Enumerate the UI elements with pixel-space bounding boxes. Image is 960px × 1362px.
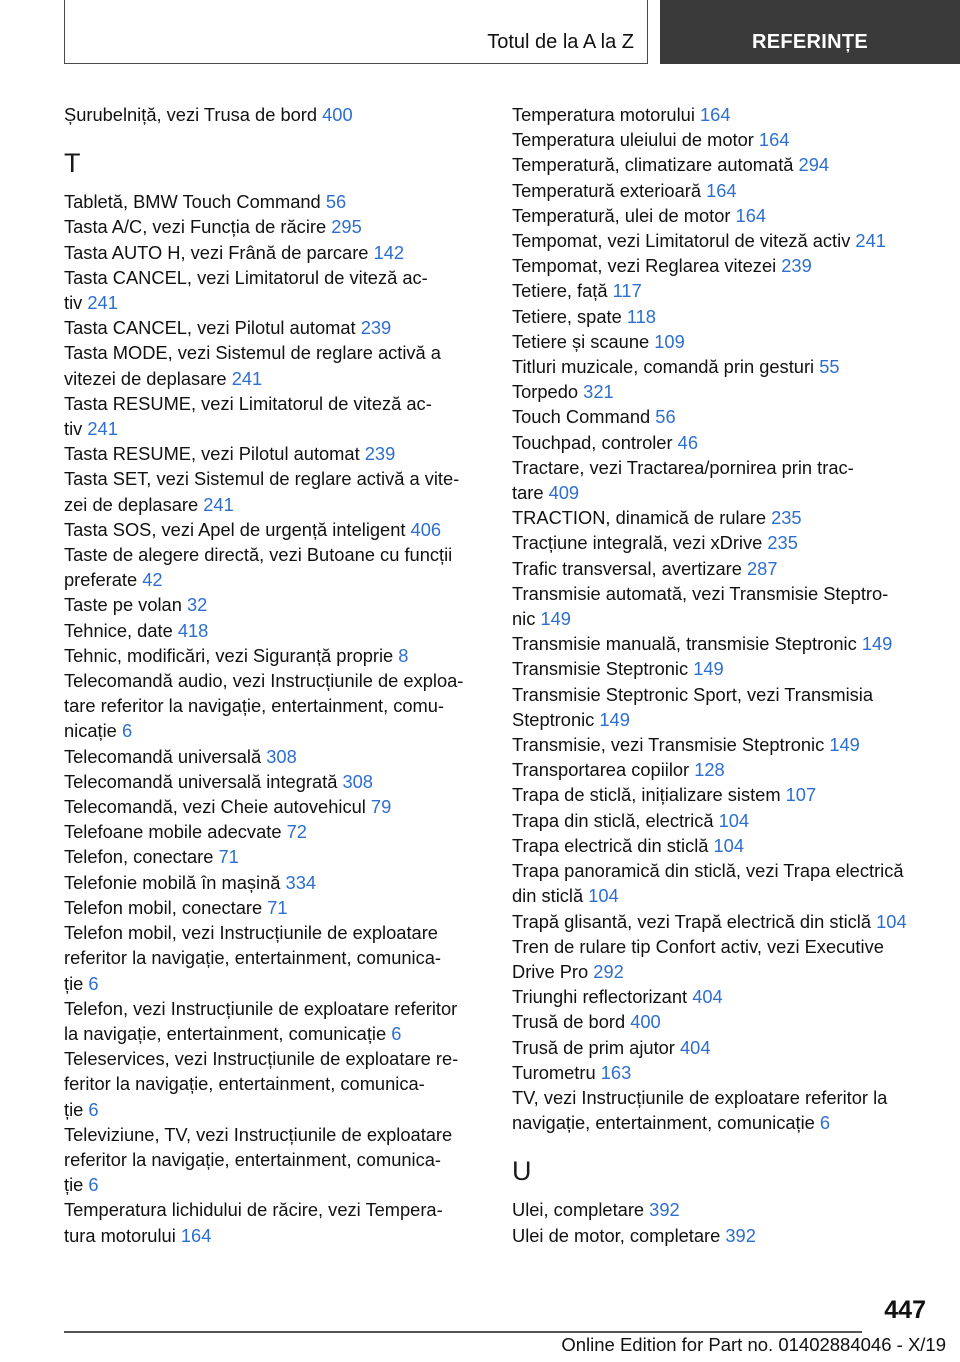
page-reference-link[interactable]: 308 (342, 770, 373, 792)
index-entry (512, 379, 932, 404)
page-reference-link[interactable]: 56 (655, 406, 676, 428)
index-entry-line: Trapa electrică din sticlă (512, 834, 714, 856)
index-entry-text (64, 592, 484, 617)
index-entry-line: Touchpad, controler (512, 431, 678, 453)
index-entry-text (512, 1060, 932, 1085)
index-entry (64, 769, 484, 794)
index-entry-text (512, 808, 932, 833)
index-entry (512, 228, 932, 253)
page-reference-link[interactable]: 128 (694, 759, 725, 781)
index-entry-line: tura motorului (64, 1224, 181, 1246)
index-entry-line: Temperatură exterioară (512, 179, 707, 201)
page-reference-link[interactable]: 46 (677, 431, 698, 453)
index-entry-text (64, 492, 484, 517)
page-reference-link[interactable]: 149 (599, 708, 630, 730)
index-entry (512, 178, 932, 203)
index-entry (64, 214, 484, 239)
page-reference-link[interactable]: 308 (266, 745, 297, 767)
index-entry-line: Taste pe volan (64, 594, 187, 616)
index-entry-line: tiv (64, 292, 88, 314)
index-entry-line: Telecomandă universală (64, 745, 267, 767)
page-reference-link[interactable]: 239 (781, 255, 812, 277)
index-entry-text (64, 416, 484, 441)
index-entry (64, 542, 484, 592)
index-entry-text (512, 757, 932, 782)
index-entry-line: Tetiere și scaune (512, 330, 655, 352)
index-entry-line: Turometru (512, 1061, 601, 1083)
index-entry (512, 278, 932, 303)
page-reference-link[interactable]: 149 (861, 633, 893, 655)
index-entry (512, 757, 932, 782)
index-entry-text (512, 354, 932, 379)
page-reference-link[interactable]: 107 (785, 784, 817, 806)
page-reference-link[interactable]: 6 (391, 1022, 402, 1044)
index-entry-line: Steptronic (512, 708, 600, 730)
index-entry-text (512, 707, 932, 732)
index-entry-text (512, 379, 932, 404)
index-entry-text: feritor la navigație, entertainment, comunica- (64, 1073, 425, 1095)
index-entry (512, 152, 932, 177)
index-entry-line: la navigație, entertainment, comunicație (64, 1022, 392, 1044)
index-entry-text (512, 833, 932, 858)
index-entry-text (512, 984, 932, 1009)
index-entry-text: Tasta SET, vezi Sistemul de reglare activă a vite- (64, 468, 460, 490)
index-entry-text (64, 290, 484, 315)
index-entry-line: Șurubelniță, vezi Trusa de bord (64, 104, 323, 125)
index-entry-text (64, 794, 484, 819)
index-entry (512, 404, 932, 429)
page-reference-link[interactable]: 6 (121, 720, 133, 742)
page-reference-link[interactable]: 164 (699, 104, 731, 125)
index-entry (64, 315, 484, 340)
index-entry-text: referitor la navigație, entertainment, comunica- (64, 947, 441, 969)
index-entry (512, 354, 932, 379)
index-entry-text (64, 769, 484, 794)
page-reference-link[interactable]: 321 (583, 381, 614, 403)
footer-divider (64, 1331, 862, 1333)
index-entry-line: navigație, entertainment, comunicație (512, 1112, 820, 1134)
index-entry (64, 592, 484, 617)
index-entry (512, 631, 932, 656)
index-entry-line: Tempomat, vezi Limitatorul de viteză activ (512, 230, 856, 252)
index-entry-text (64, 744, 484, 769)
index-entry (64, 794, 484, 819)
index-entry-line: Temperatură, climatizare automată (512, 154, 799, 176)
page-reference-link[interactable]: 6 (819, 1112, 831, 1134)
index-entry-text: Teleservices, vezi Instrucțiunile de exploatare re- (64, 1048, 459, 1070)
index-entry-text (512, 505, 932, 530)
index-entry-text (512, 329, 932, 354)
index-entry-text (512, 304, 932, 329)
index-entry-text: Temperatura lichidului de răcire, vezi Tempera- (64, 1199, 443, 1221)
index-entry-text (64, 1097, 484, 1122)
page-reference-link[interactable]: 164 (758, 129, 790, 151)
index-entry (512, 1197, 932, 1222)
index-entry-line: Transmisie, vezi Transmisie Steptronic (512, 734, 830, 756)
page-reference-link[interactable]: 418 (177, 619, 209, 641)
index-entry-line: preferate (64, 569, 143, 591)
index-entry (512, 530, 932, 555)
index-entry (512, 505, 932, 530)
index-entry (64, 668, 484, 744)
index-entry-text (512, 631, 932, 656)
index-entry-text (512, 1009, 932, 1034)
page-reference-link[interactable]: 392 (649, 1199, 680, 1221)
page-reference-link[interactable]: 392 (725, 1224, 756, 1246)
index-entry-line: din sticlă (512, 885, 589, 907)
index-entry-text: Transmisie Steptronic Sport, vezi Transmisia (512, 683, 874, 705)
index-entry-line: Tasta CANCEL, vezi Pilotul automat (64, 317, 361, 339)
index-entry-line: ție (64, 1174, 89, 1196)
index-entry (512, 984, 932, 1009)
index-column-left (64, 102, 484, 1248)
index-entry-line: Drive Pro (512, 960, 594, 982)
index-entry-text: Tractare, vezi Tractarea/pornirea prin trac- (512, 456, 854, 478)
index-entry (64, 895, 484, 920)
index-entry-text (512, 102, 932, 127)
page-reference-link[interactable]: 239 (360, 317, 392, 339)
index-entry-line: Trusă de prim ajutor (512, 1036, 680, 1058)
index-entry (512, 556, 932, 581)
index-entry-text (64, 819, 484, 844)
index-entry (64, 517, 484, 542)
index-entry-line: Tasta AUTO H, vezi Frână de parcare (64, 241, 374, 263)
index-entry-text (64, 189, 484, 214)
index-entry-line: Tasta SOS, vezi Apel de urgență inteligent (64, 518, 411, 540)
index-entry (64, 189, 484, 214)
index-entry-text (64, 643, 484, 668)
index-entry-text: Taste de alegere directă, vezi Butoane cu funcții (64, 544, 453, 566)
index-entry-text: Tasta CANCEL, vezi Limitatorul de viteză ac- (64, 266, 428, 288)
index-entry (64, 844, 484, 869)
index-entry (512, 1009, 932, 1034)
index-entry-text (512, 556, 932, 581)
index-entry-text: Transmisie automată, vezi Transmisie Steptro- (512, 582, 889, 604)
page-reference-link[interactable]: 104 (718, 809, 750, 831)
index-entry-text (512, 1110, 932, 1135)
index-entry (64, 265, 484, 315)
page-reference-link[interactable]: 235 (771, 507, 802, 529)
page-reference-link[interactable]: 409 (548, 482, 580, 504)
index-entry (64, 870, 484, 895)
index-entry-line: zei de deplasare (64, 493, 204, 515)
index-entry-text (512, 883, 932, 908)
index-entry-text (512, 430, 932, 455)
page-reference-link[interactable]: 334 (285, 871, 317, 893)
index-entry-line: Telefon mobil, conectare (64, 896, 268, 918)
index-entry-text (512, 959, 932, 984)
page-reference-link[interactable]: 241 (87, 418, 118, 440)
index-entry-line: Tabletă, BMW Touch Command (64, 191, 326, 213)
index-entry-text: Telefon, vezi Instrucțiunile de exploatare referitor (64, 997, 458, 1019)
index-entry-line: Temperatura motorului (512, 104, 700, 125)
index-entry (64, 920, 484, 996)
index-entry (512, 127, 932, 152)
page-reference-link[interactable]: 163 (600, 1061, 632, 1083)
index-entry (512, 1223, 932, 1248)
index-entry (64, 744, 484, 769)
index-entry-line: nicație (64, 720, 122, 742)
page-reference-link[interactable]: 241 (231, 367, 263, 389)
index-entry-line: vitezei de deplasare (64, 367, 232, 389)
page-reference-link[interactable]: 294 (798, 154, 830, 176)
page-reference-link[interactable]: 241 (855, 230, 886, 252)
page-reference-link[interactable]: 241 (87, 292, 118, 314)
page-reference-link[interactable]: 104 (713, 834, 745, 856)
index-entry-line: Telefoane mobile adecvate (64, 821, 287, 843)
index-entry-text (64, 1172, 484, 1197)
header-tab-references[interactable]: REFERINȚE (660, 0, 960, 64)
index-entry (64, 819, 484, 844)
index-entry-line: Trapa de sticlă, inițializare sistem (512, 784, 786, 806)
index-entry-line: Trafic transversal, avertizare (512, 557, 748, 579)
index-entry-text: Telecomandă audio, vezi Instrucțiunile de exploa- (64, 670, 464, 692)
page-reference-link[interactable]: 292 (593, 960, 624, 982)
page-reference-link[interactable]: 6 (88, 1174, 99, 1196)
index-entry (64, 466, 484, 516)
index-entry-text (512, 1035, 932, 1060)
page-reference-link[interactable]: 79 (370, 796, 392, 818)
page-reference-link[interactable]: 149 (540, 608, 571, 630)
index-entry (512, 1035, 932, 1060)
page-reference-link[interactable]: 42 (142, 569, 163, 591)
index-entry-line: Triunghi reflectorizant (512, 986, 693, 1008)
index-entry-text: Tasta RESUME, vezi Limitatorul de viteză ac- (64, 392, 432, 414)
page-reference-link[interactable]: 71 (218, 846, 239, 868)
index-entry-line: Telecomandă, vezi Cheie autovehicul (64, 796, 371, 818)
index-letter-heading: U (512, 1156, 532, 1187)
index-entry-text (64, 214, 484, 239)
index-entry-text (512, 253, 932, 278)
index-entry (512, 455, 932, 505)
index-entry-line: Torpedo (512, 381, 584, 403)
index-entry-text: Trapa panoramică din sticlă, vezi Trapa electrică (512, 860, 904, 882)
page-reference-link[interactable]: 404 (679, 1036, 711, 1058)
index-entry-text (64, 441, 484, 466)
page-reference-link[interactable]: 71 (267, 896, 288, 918)
index-entry (64, 391, 484, 441)
index-entry (64, 102, 484, 127)
page-reference-link[interactable]: 400 (630, 1011, 661, 1033)
index-entry (64, 996, 484, 1046)
index-entry-line: Tetiere, față (512, 280, 613, 302)
page-reference-link[interactable]: 32 (186, 594, 208, 616)
page-reference-link[interactable]: 104 (588, 885, 619, 907)
page-reference-link[interactable]: 164 (706, 179, 737, 201)
page-reference-link[interactable]: 6 (88, 972, 99, 994)
page-reference-link[interactable]: 164 (180, 1224, 212, 1246)
index-entry-line: nic (512, 608, 541, 630)
index-entry-line: Transmisie Steptronic (512, 658, 694, 680)
index-entry-text (512, 656, 932, 681)
index-entry-text (64, 240, 484, 265)
index-entry-text (64, 870, 484, 895)
index-entry-line: Ulei de motor, completare (512, 1224, 726, 1246)
index-entry-line: Tasta RESUME, vezi Pilotul automat (64, 443, 365, 465)
page-reference-link[interactable]: 109 (654, 330, 685, 352)
index-entry-line: Telefon, conectare (64, 846, 219, 868)
page-reference-link[interactable]: 56 (325, 191, 347, 213)
index-entry-line: Trapă glisantă, vezi Trapă electrică din sticlă (512, 910, 877, 932)
index-entry (64, 340, 484, 390)
index-entry-line: TRACTION, dinamică de rulare (512, 507, 772, 529)
index-entry-text: TV, vezi Instrucțiunile de exploatare referitor la (512, 1086, 888, 1108)
page-reference-link[interactable]: 404 (692, 986, 723, 1008)
index-entry-line: Transportarea copiilor (512, 759, 695, 781)
page-reference-link[interactable]: 164 (735, 204, 767, 226)
page-reference-link[interactable]: 118 (626, 305, 656, 327)
footer-edition-text: Online Edition for Part no. 01402884046 - X/19 (561, 1334, 946, 1355)
index-entry (64, 618, 484, 643)
index-entry-text (64, 618, 484, 643)
index-entry-text: Telefon mobil, vezi Instrucțiunile de exploatare (64, 922, 438, 944)
index-entry-text (64, 366, 484, 391)
page-reference-link[interactable]: 8 (398, 644, 409, 666)
index-entry-text (512, 530, 932, 555)
index-entry-text (512, 152, 932, 177)
index-entry-text (512, 782, 932, 807)
index-entry-line: Tasta A/C, vezi Funcția de răcire (64, 216, 332, 238)
index-entry (64, 441, 484, 466)
index-entry-text (64, 718, 484, 743)
index-entry (512, 1060, 932, 1085)
index-entry (512, 304, 932, 329)
index-entry-text: referitor la navigație, entertainment, comunica- (64, 1148, 441, 1170)
index-entry (512, 808, 932, 833)
index-entry-text: tare referitor la navigație, entertainment, comu- (64, 695, 445, 717)
index-column-right (512, 102, 932, 1248)
index-entry-line: Tehnice, date (64, 619, 178, 641)
index-entry-line: Ulei, completare (512, 1199, 650, 1221)
index-entry-text (64, 1021, 484, 1046)
header-section-title: Totul de la A la Z (487, 31, 634, 53)
index-entry-line: Telecomandă universală integrată (64, 770, 343, 792)
index-entry-text (512, 480, 932, 505)
index-entry-line: Trapa din sticlă, electrică (512, 809, 719, 831)
page-reference-link[interactable]: 6 (88, 1098, 99, 1120)
index-entry-text (64, 517, 484, 542)
index-entry (64, 1122, 484, 1198)
index-entry-text (512, 404, 932, 429)
index-entry-line: tiv (64, 418, 88, 440)
index-entry-text (64, 971, 484, 996)
index-entry-text (512, 178, 932, 203)
index-entry (512, 732, 932, 757)
page-reference-link[interactable]: 239 (364, 443, 396, 465)
index-entry-line: Temperatură, ulei de motor (512, 204, 736, 226)
index-entry-line: Temperatura uleiului de motor (512, 129, 759, 151)
index-entry (64, 1046, 484, 1122)
index-entry (512, 430, 932, 455)
index-entry-text: Tren de rulare tip Confort activ, vezi Executive (512, 935, 884, 957)
index-entry-line: Tracțiune integrală, vezi xDrive (512, 532, 768, 554)
index-entry-text (64, 567, 484, 592)
page-reference-link[interactable]: 104 (876, 910, 907, 932)
index-entry-line: Transmisie manuală, transmisie Steptronic (512, 633, 862, 655)
index-entry (512, 329, 932, 354)
index-entry (512, 1085, 932, 1135)
page-reference-link[interactable]: 287 (747, 557, 778, 579)
index-entry-text (64, 844, 484, 869)
page-reference-link[interactable]: 406 (410, 518, 442, 540)
index-entry-text: Televiziune, TV, vezi Instrucțiunile de exploatare (64, 1123, 453, 1145)
index-entry (512, 203, 932, 228)
index-entry-line: Touch Command (512, 406, 656, 428)
index-entry (512, 909, 932, 934)
page-reference-link[interactable]: 235 (767, 532, 798, 554)
page-reference-link[interactable]: 55 (819, 356, 840, 378)
index-entry (512, 934, 932, 984)
page-reference-link[interactable]: 117 (612, 280, 642, 302)
page-reference-link[interactable]: 142 (373, 241, 405, 263)
index-entry (512, 833, 932, 858)
index-entry (512, 682, 932, 732)
page-reference-link[interactable]: 149 (693, 658, 724, 680)
index-entry-text (512, 228, 932, 253)
page-reference-link[interactable]: 72 (286, 821, 307, 843)
index-entry-line: Trusă de bord (512, 1011, 631, 1033)
index-entry-text: Tasta MODE, vezi Sistemul de reglare activă a (64, 342, 441, 364)
index-letter-heading: T (64, 148, 81, 179)
index-entry-text (512, 203, 932, 228)
index-entry-text (512, 606, 932, 631)
page-reference-link[interactable]: 400 (322, 104, 353, 125)
index-entry-line: Titluri muzicale, comandă prin gesturi (512, 356, 820, 378)
index-entry-text (64, 895, 484, 920)
page-reference-link[interactable]: 241 (203, 493, 234, 515)
index-entry-text (512, 732, 932, 757)
index-entry-line: ție (64, 1098, 89, 1120)
index-entry (64, 643, 484, 668)
index-entry-text (512, 127, 932, 152)
index-entry (512, 782, 932, 807)
index-entry-text (512, 1197, 932, 1222)
index-entry-line: ție (64, 972, 89, 994)
index-entry (64, 1197, 484, 1247)
index-entry-text (512, 278, 932, 303)
index-entry (64, 240, 484, 265)
index-entry (512, 656, 932, 681)
index-entry-text (64, 102, 484, 127)
index-entry-text (64, 315, 484, 340)
index-entry-line: Tehnic, modificări, vezi Siguranță proprie (64, 644, 399, 666)
index-entry-line: Telefonie mobilă în mașină (64, 871, 286, 893)
index-entry-line: Tetiere, spate (512, 305, 627, 327)
index-entry (512, 253, 932, 278)
index-entry-line: Tempomat, vezi Reglarea vitezei (512, 255, 782, 277)
index-entry-line: tare (512, 482, 549, 504)
page-reference-link[interactable]: 149 (829, 734, 860, 756)
index-entry-text (64, 1223, 484, 1248)
page-number: 447 (884, 1296, 926, 1324)
index-entry (512, 858, 932, 908)
index-entry (512, 581, 932, 631)
page-reference-link[interactable]: 295 (331, 216, 362, 238)
index-entry-text (512, 1223, 932, 1248)
index-entry (512, 102, 932, 127)
index-entry-text (512, 909, 932, 934)
